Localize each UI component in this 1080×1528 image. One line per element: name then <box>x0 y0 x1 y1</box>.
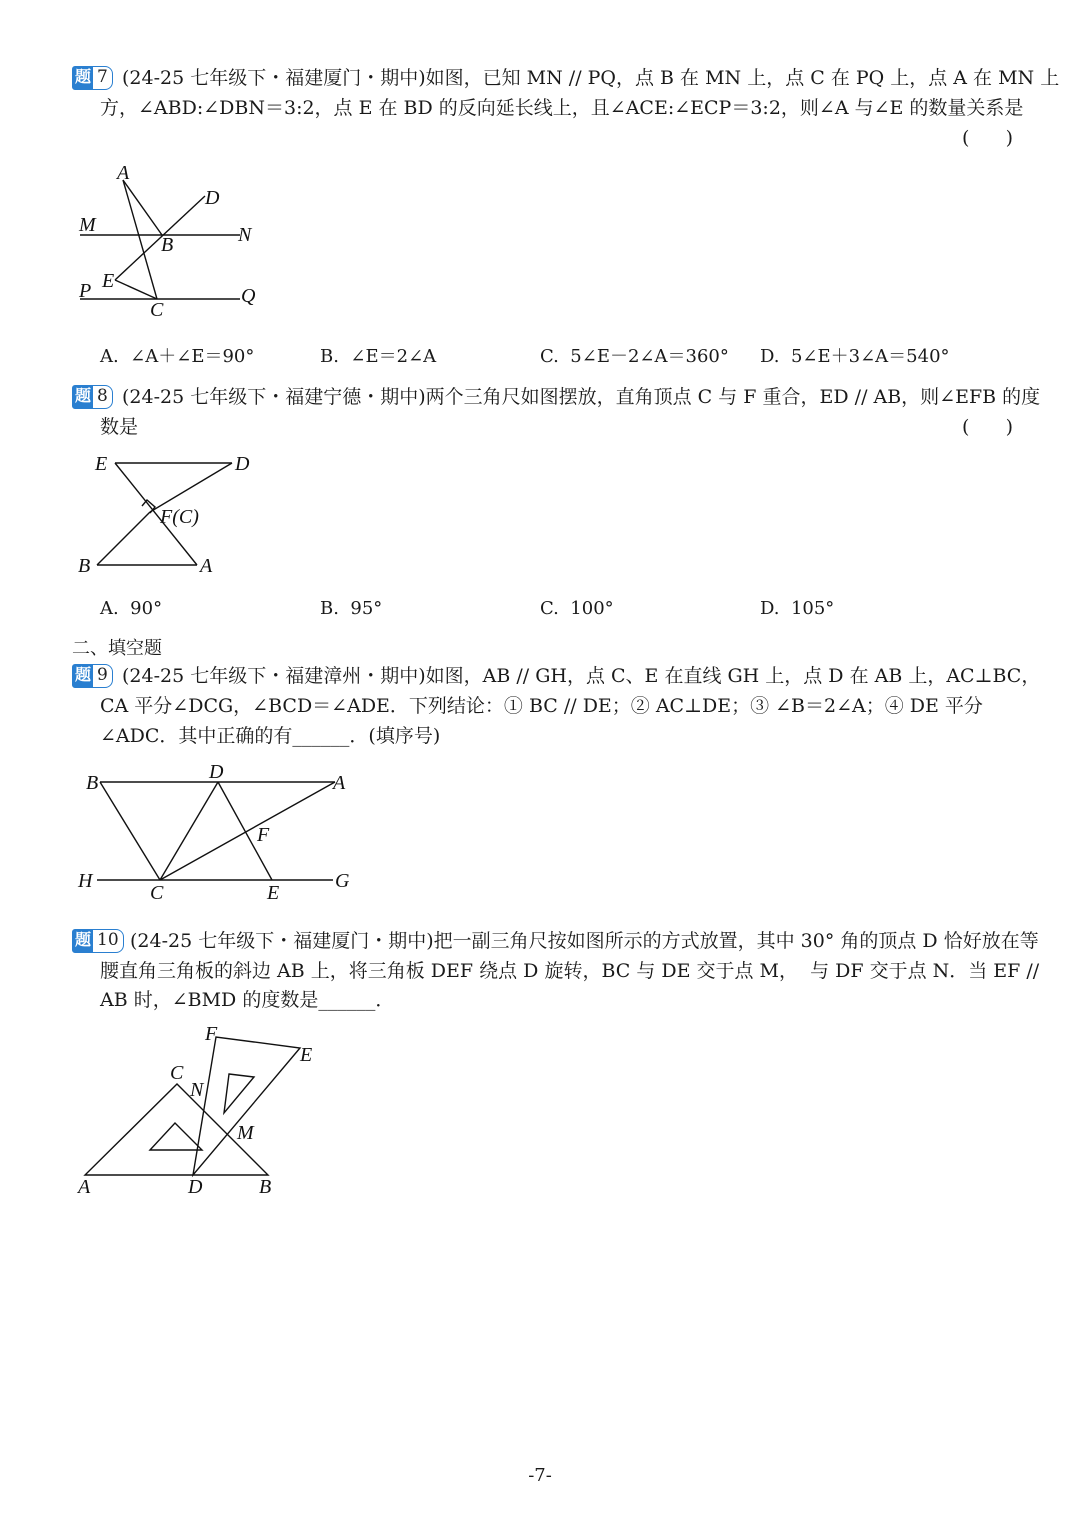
q7-text-line-2: 方，∠ABD:∠DBN＝3:2，点 E 在 BD 的反向延长线上，且∠ACE:∠ECP＝3:2，则∠A 与∠E 的数量关系是 <box>100 97 1024 119</box>
label-c: C <box>150 882 164 904</box>
label-a: A <box>78 1176 91 1198</box>
q8-text-line-1: (24-25 七年级下・福建宁德・期中)两个三角尺如图摆放，直角顶点 C 与 F 重合，ED // AB，则∠EFB 的度 <box>122 386 1041 408</box>
q8-option-d[interactable]: D. 105° <box>760 598 835 619</box>
label-f-c: F(C) <box>160 506 199 528</box>
label-a: A <box>117 162 130 184</box>
q8-option-c[interactable]: C. 100° <box>540 598 614 619</box>
label-n: N <box>190 1079 204 1101</box>
label-p: P <box>79 280 92 302</box>
q7-option-d[interactable]: D. 5∠E＋3∠A＝540° <box>760 346 950 367</box>
q9-text-line-1: (24-25 七年级下・福建漳州・期中)如图，AB // GH，点 C、E 在直线 GH 上，点 D 在 AB 上，AC⊥BC， <box>122 665 1041 687</box>
label-c: C <box>150 299 164 321</box>
q10-text-line-3: AB 时，∠BMD 的度数是______． <box>100 989 395 1011</box>
label-b: B <box>86 772 99 794</box>
label-b: B <box>78 555 91 577</box>
label-b: B <box>161 234 174 256</box>
label-e: E <box>300 1044 313 1066</box>
label-n: N <box>238 224 252 246</box>
q8-option-b[interactable]: B. 95° <box>320 598 383 619</box>
label-m: M <box>79 214 96 236</box>
label-m: M <box>237 1122 254 1144</box>
q7-option-a[interactable]: A. ∠A＋∠E＝90° <box>100 346 255 367</box>
label-a: A <box>333 772 346 794</box>
label-e: E <box>95 453 108 475</box>
q7-option-b[interactable]: B. ∠E＝2∠A <box>320 346 437 367</box>
question-tag-7: 题 7 <box>72 66 113 90</box>
question-tag-8: 题 8 <box>72 385 113 409</box>
q8-text-line-2: 数是 <box>100 416 139 438</box>
label-e: E <box>267 882 280 904</box>
q7-answer-bracket: ( ) <box>962 127 1014 149</box>
q7-text-line-1: (24-25 七年级下・福建厦门・期中)如图，已知 MN // PQ，点 B 在 MN 上，点 C 在 PQ 上，点 A 在 MN 上 <box>122 67 1060 89</box>
label-b: B <box>259 1176 272 1198</box>
label-c: C <box>170 1062 184 1084</box>
label-f: F <box>205 1023 218 1045</box>
label-d: D <box>235 453 250 475</box>
q9-text-line-2: CA 平分∠DCG，∠BCD＝∠ADE．下列结论：① BC // DE；② AC⊥DE；③ ∠B＝2∠A；④ DE 平分 <box>100 695 983 717</box>
label-d: D <box>209 761 224 783</box>
label-f: F <box>257 824 270 846</box>
page-number: -7- <box>528 1465 552 1486</box>
label-d: D <box>188 1176 203 1198</box>
q8-answer-bracket: ( ) <box>962 416 1014 438</box>
question-tag-9: 题 9 <box>72 664 113 688</box>
q8-option-a[interactable]: A. 90° <box>100 598 163 619</box>
section-heading: 二、填空题 <box>72 638 162 659</box>
label-h: H <box>78 870 93 892</box>
label-e: E <box>102 270 115 292</box>
label-a: A <box>200 555 213 577</box>
q10-text-line-1: (24-25 七年级下・福建厦门・期中)把一副三角尺按如图所示的方式放置，其中 30° 角的顶点 D 恰好放在等 <box>130 930 1039 952</box>
q7-option-c[interactable]: C. 5∠E－2∠A＝360° <box>540 346 729 367</box>
q10-text-line-2: 腰直角三角板的斜边 AB 上，将三角板 DEF 绕点 D 旋转，BC 与 DE 交于点 M， 与 DF 交于点 N．当 EF // <box>100 960 1040 982</box>
label-d: D <box>205 187 220 209</box>
label-q: Q <box>241 285 256 307</box>
question-tag-10: 题 10 <box>72 929 124 953</box>
label-g: G <box>335 870 350 892</box>
q9-text-line-3: ∠ADC．其中正确的有______．(填序号) <box>100 725 441 747</box>
